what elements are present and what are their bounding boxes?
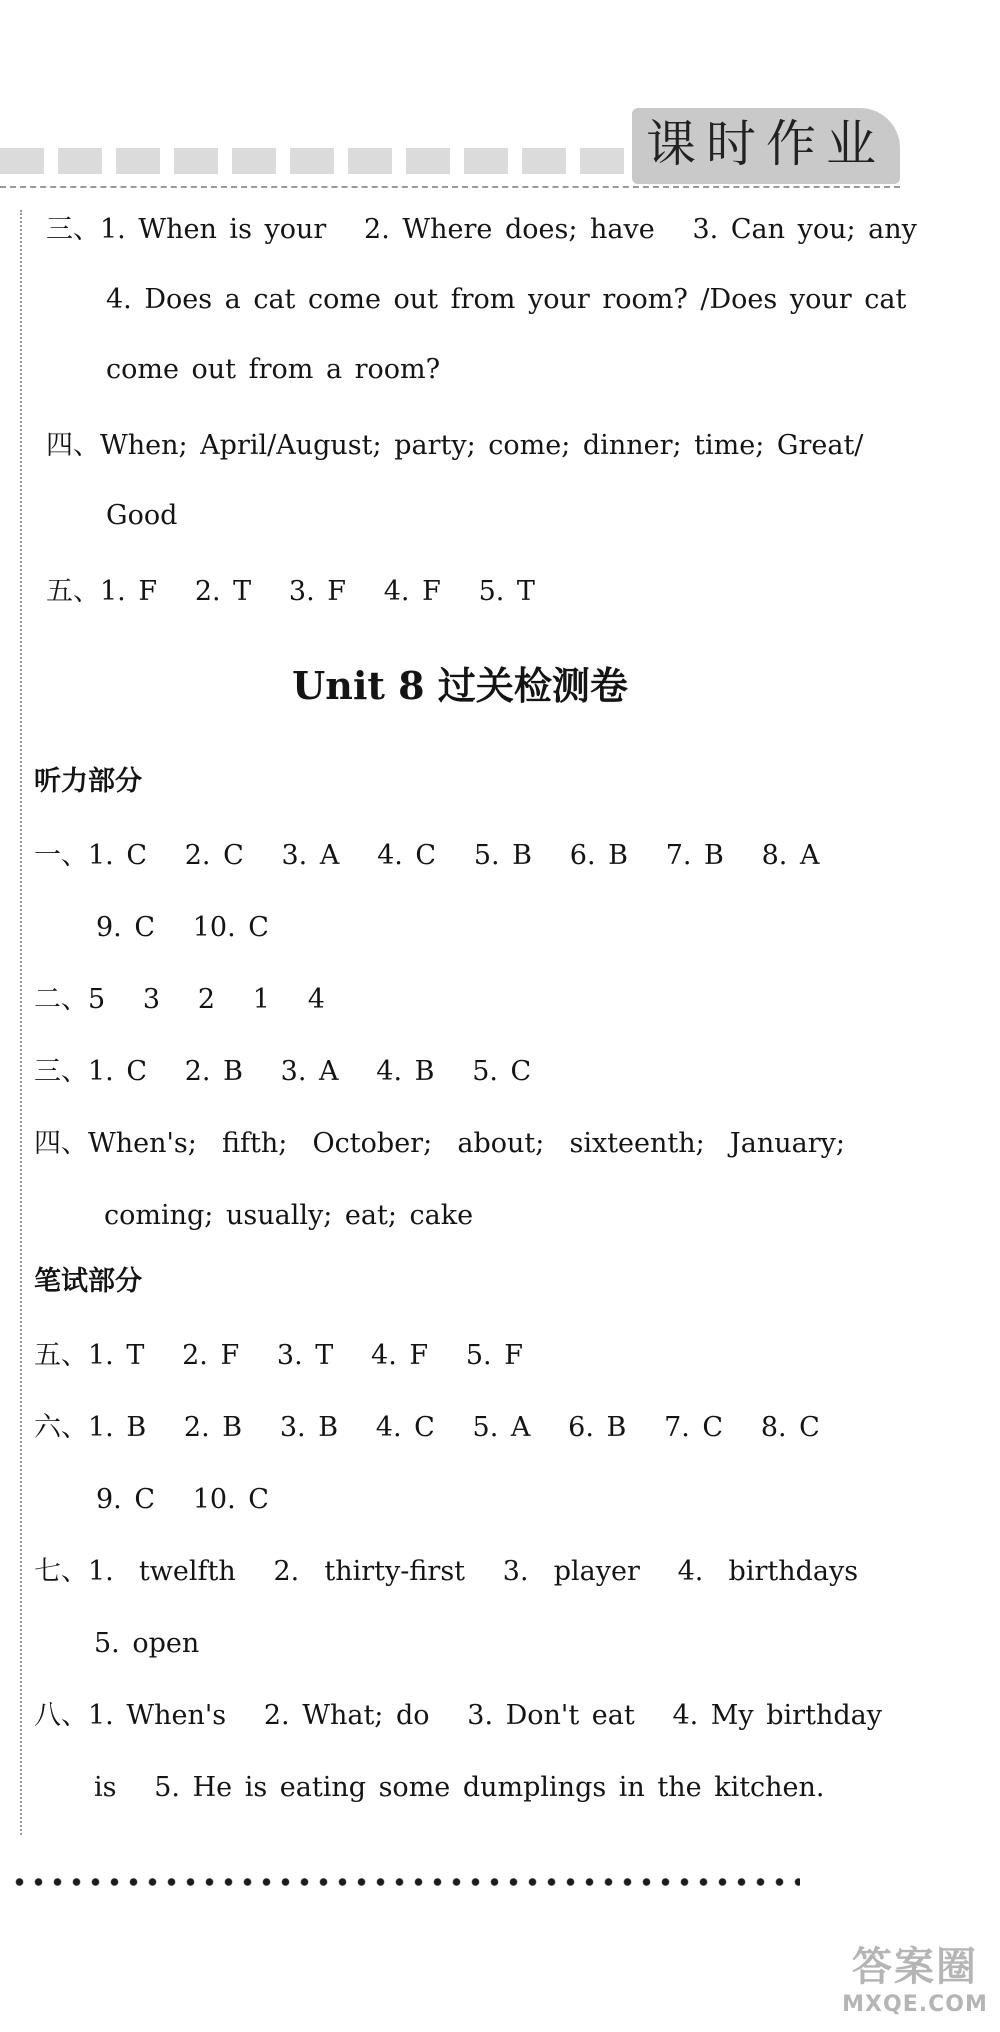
answer-line: 七、1. twelfth 2. thirty-first 3. player 4. birthdays — [34, 1556, 859, 1587]
watermark-site-text: MXQE.COM — [842, 1992, 988, 2017]
answer-line: 六、1. B 2. B 3. B 4. C 5. A 6. B 7. C 8. C — [34, 1412, 820, 1443]
unit-title: Unit 8 过关检测卷 — [292, 663, 628, 708]
answer-line: 9. C 10. C — [96, 912, 269, 943]
header-title: 课时作业 — [632, 108, 900, 184]
answer-line: is 5. He is eating some dumplings in the kitchen. — [94, 1772, 825, 1803]
answer-line: come out from a room? — [106, 354, 441, 385]
section-heading-written: 笔试部分 — [34, 1266, 142, 1297]
answer-line: coming; usually; eat; cake — [104, 1200, 474, 1231]
margin-dotted-rule — [20, 210, 22, 1835]
answer-line: 4. Does a cat come out from your room? /Does your cat — [106, 284, 907, 315]
answer-line: 四、When's; fifth; October; about; sixteenth; January; — [34, 1128, 845, 1159]
header-divider — [0, 186, 900, 188]
answer-line: 二、5 3 2 1 4 — [34, 984, 325, 1015]
answer-line: 八、1. When's 2. What; do 3. Don't eat 4. My birthday — [34, 1700, 882, 1731]
section-heading-listening: 听力部分 — [34, 766, 142, 797]
answer-line: 四、When; April/August; party; come; dinner; time; Great/ — [46, 430, 864, 461]
footer-dot-border — [10, 1872, 800, 1892]
answer-line: Good — [106, 500, 178, 531]
answer-line: 9. C 10. C — [96, 1484, 269, 1515]
header-decorative-band — [0, 148, 640, 174]
answer-line: 5. open — [94, 1628, 200, 1659]
answer-line: 三、1. When is your 2. Where does; have 3. Can you; any — [46, 214, 917, 245]
watermark-logo — [830, 1920, 1000, 2032]
watermark-main-text: 答案圈 — [852, 1944, 978, 1990]
answer-line: 三、1. C 2. B 3. A 4. B 5. C — [34, 1056, 532, 1087]
answer-line: 五、1. T 2. F 3. T 4. F 5. F — [34, 1340, 523, 1371]
answer-line: 一、1. C 2. C 3. A 4. C 5. B 6. B 7. B 8. A — [34, 840, 820, 871]
answer-line: 五、1. F 2. T 3. F 4. F 5. T — [46, 576, 535, 607]
